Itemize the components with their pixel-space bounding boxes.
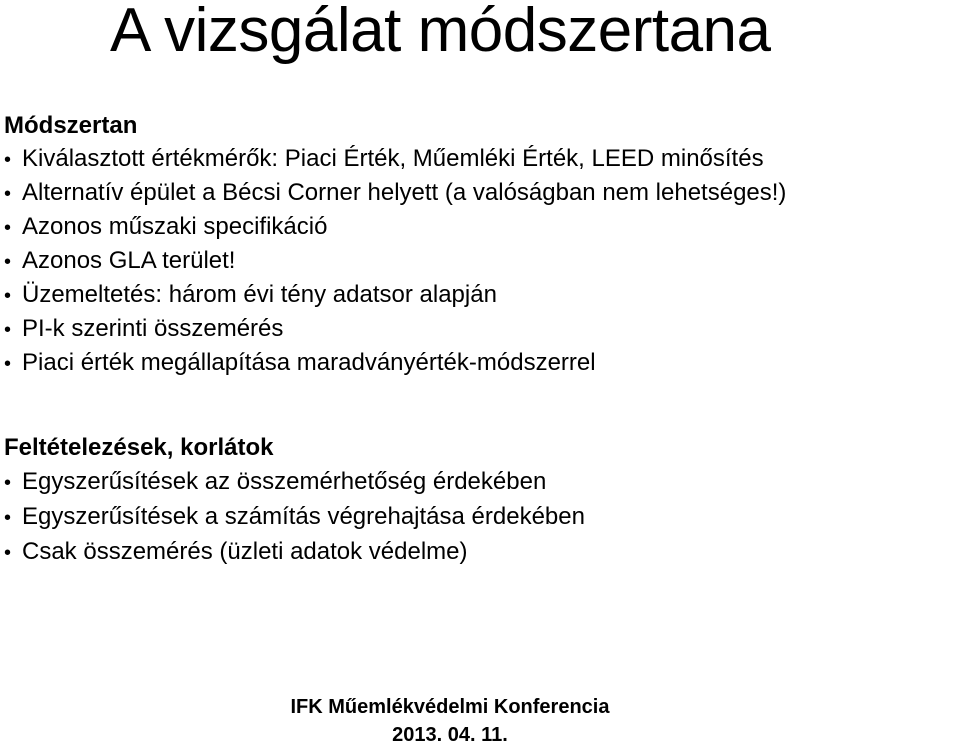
- bullet-icon: •: [4, 507, 12, 529]
- footer-conference: IFK Műemlékvédelmi Konferencia: [290, 696, 610, 718]
- bullet-icon: •: [4, 472, 12, 494]
- list-item-text: Azonos GLA terület!: [22, 247, 236, 274]
- list-item: [4, 244, 950, 278]
- list-item-text: Alternatív épület a Bécsi Corner helyett (a valóságban nem lehetséges!): [22, 179, 787, 206]
- list-item-text: Egyszerűsítések a számítás végrehajtása érdekében: [22, 503, 585, 530]
- list-item: [4, 176, 950, 210]
- list-item: [4, 499, 950, 534]
- list-item: [4, 312, 950, 346]
- footer-date: 2013. 04. 11.: [392, 724, 508, 746]
- section-assumptions: [4, 432, 950, 569]
- bullet-list: [4, 142, 950, 380]
- list-item: [4, 464, 950, 499]
- bullet-icon: •: [4, 319, 12, 341]
- slide-title: A vizsgálat módszertana: [110, 0, 771, 65]
- section-heading: Módszertan: [4, 112, 138, 139]
- list-item-text: Egyszerűsítések az összemérhetőség érdekében: [22, 468, 547, 495]
- bullet-icon: •: [4, 251, 12, 273]
- bullet-icon: •: [4, 149, 12, 171]
- list-item: [4, 142, 950, 176]
- list-item: [4, 278, 950, 312]
- section-methodology: [4, 110, 950, 380]
- list-item: [4, 534, 950, 569]
- section-heading: Feltételezések, korlátok: [4, 434, 274, 461]
- list-item-text: Csak összemérés (üzleti adatok védelme): [22, 538, 468, 565]
- bullet-icon: •: [4, 542, 12, 564]
- list-item-text: Kiválasztott értékmérők: Piaci Érték, Műemléki Érték, LEED minősítés: [22, 145, 764, 172]
- bullet-icon: •: [4, 353, 12, 375]
- bullet-list: [4, 464, 950, 569]
- bullet-icon: •: [4, 217, 12, 239]
- list-item: [4, 210, 950, 244]
- list-item: [4, 346, 950, 380]
- bullet-icon: •: [4, 183, 12, 205]
- list-item-text: Üzemeltetés: három évi tény adatsor alapján: [22, 281, 497, 308]
- list-item-text: Azonos műszaki specifikáció: [22, 213, 328, 240]
- list-item-text: Piaci érték megállapítása maradványérték-módszerrel: [22, 349, 596, 376]
- bullet-icon: •: [4, 285, 12, 307]
- list-item-text: PI-k szerinti összemérés: [22, 315, 284, 342]
